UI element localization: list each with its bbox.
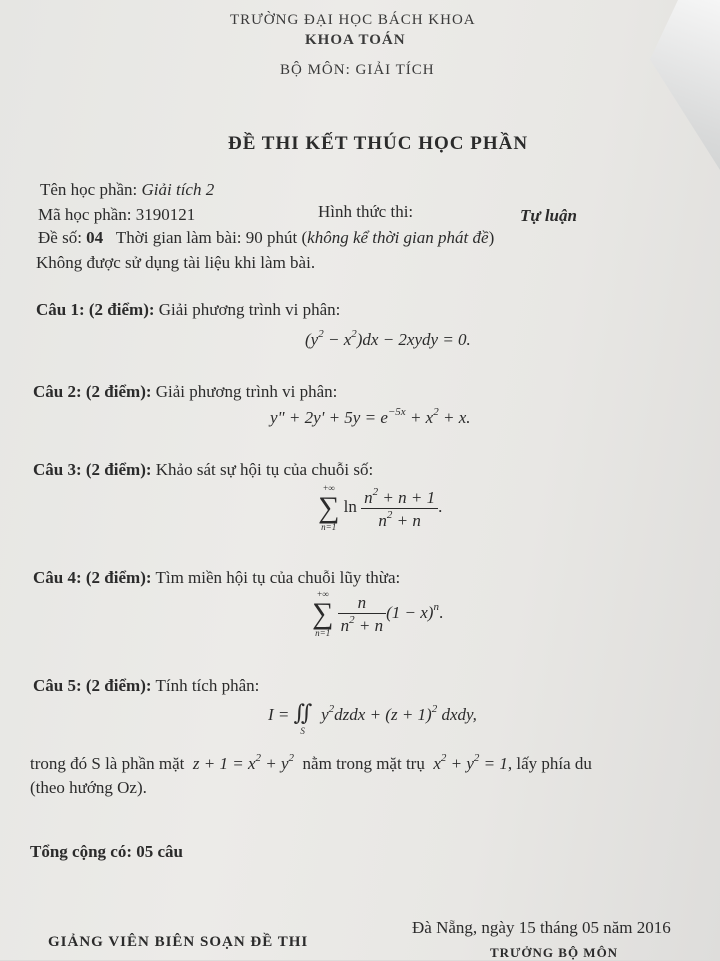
format-label: Hình thức thi: — [318, 202, 414, 221]
university-name: TRƯỜNG ĐẠI HỌC BÁCH KHOA — [230, 12, 476, 28]
total-questions: Tổng cộng có: 05 câu — [30, 842, 183, 861]
time-note: không kể thời gian phát đề — [307, 228, 489, 247]
course-name: Giải tích 2 — [141, 180, 215, 199]
question-3 — [33, 460, 373, 480]
place-date: Đà Nẵng, ngày 15 tháng 05 năm 2016 — [412, 918, 671, 937]
exam-no: 04 — [86, 228, 104, 247]
question-4 — [33, 568, 400, 588]
question-1 — [36, 300, 340, 320]
question-2 — [33, 382, 337, 402]
exam-no-line — [38, 228, 494, 248]
question-5 — [33, 676, 259, 696]
question-3-text: Khảo sát sự hội tụ của chuỗi số: — [155, 460, 374, 479]
equation-2: y" + $2y' + 5y = e^{-5x} + x^2 + x$. — [270, 406, 471, 427]
time-close: ) — [488, 228, 495, 247]
question-5-label: Câu 5: (2 điểm): — [33, 676, 152, 695]
head-signature-label: TRƯỞNG BỘ MÔN — [490, 945, 619, 960]
exam-no-label: Đề số: — [38, 228, 82, 247]
question-4-text: Tìm miền hội tụ của chuỗi lũy thừa: — [155, 568, 401, 587]
series-3: +∞ ∑ n=1 ln $\frac{n^2 + n + 1}{n^2 + n}$ . — [318, 483, 443, 532]
series-4: +∞ ∑ n=1 $\frac{n}{n^2 + n}$ $(1 - x)^n$. — [312, 589, 444, 638]
course-line — [40, 180, 214, 200]
time-text: Thời gian làm bài: 90 phút ( — [115, 228, 308, 247]
exam-title: ĐỀ THI KẾT THÚC HỌC PHẦN — [228, 133, 529, 154]
course-label: Tên học phần: — [40, 180, 138, 199]
code-line — [38, 205, 195, 225]
department-name: BỘ MÔN: GIẢI TÍCH — [280, 62, 435, 78]
question-1-label: Câu 1: (2 điểm): — [36, 300, 155, 319]
question-1-text: Giải phương trình vi phân: — [158, 300, 341, 319]
question-5-direction: (theo hướng Oz). — [30, 778, 147, 797]
question-2-text: Giải phương trình vi phân: — [155, 382, 338, 401]
question-5-text: Tính tích phân: — [155, 676, 260, 695]
question-5-detail: trong đó S là phần mặt $z + 1 = x^2 + y^2$ nằm trong mặt trụ $x^2 + y^2 = 1$, lấy phía du — [30, 752, 592, 773]
question-3-label: Câu 3: (2 điểm): — [33, 460, 152, 479]
faculty-name: KHOA TOÁN — [305, 32, 406, 48]
course-code: 3190121 — [135, 205, 196, 224]
question-4-label: Câu 4: (2 điểm): — [33, 568, 152, 587]
integral-5: $I = ∬_S$ $y^2dzdx + (z + 1)^2$ dxdy, — [268, 700, 477, 736]
code-label: Mã học phần: — [38, 205, 132, 224]
lecturer-signature-label: GIẢNG VIÊN BIÊN SOẠN ĐỀ THI — [48, 934, 309, 950]
format-value: Tự luận — [520, 206, 577, 225]
equation-1: $(y^2 - x^2)dx$ − 2xydy = 0. — [305, 328, 471, 349]
question-2-label: Câu 2: (2 điểm): — [33, 382, 152, 401]
materials-note: Không được sử dụng tài liệu khi làm bài. — [36, 253, 316, 272]
